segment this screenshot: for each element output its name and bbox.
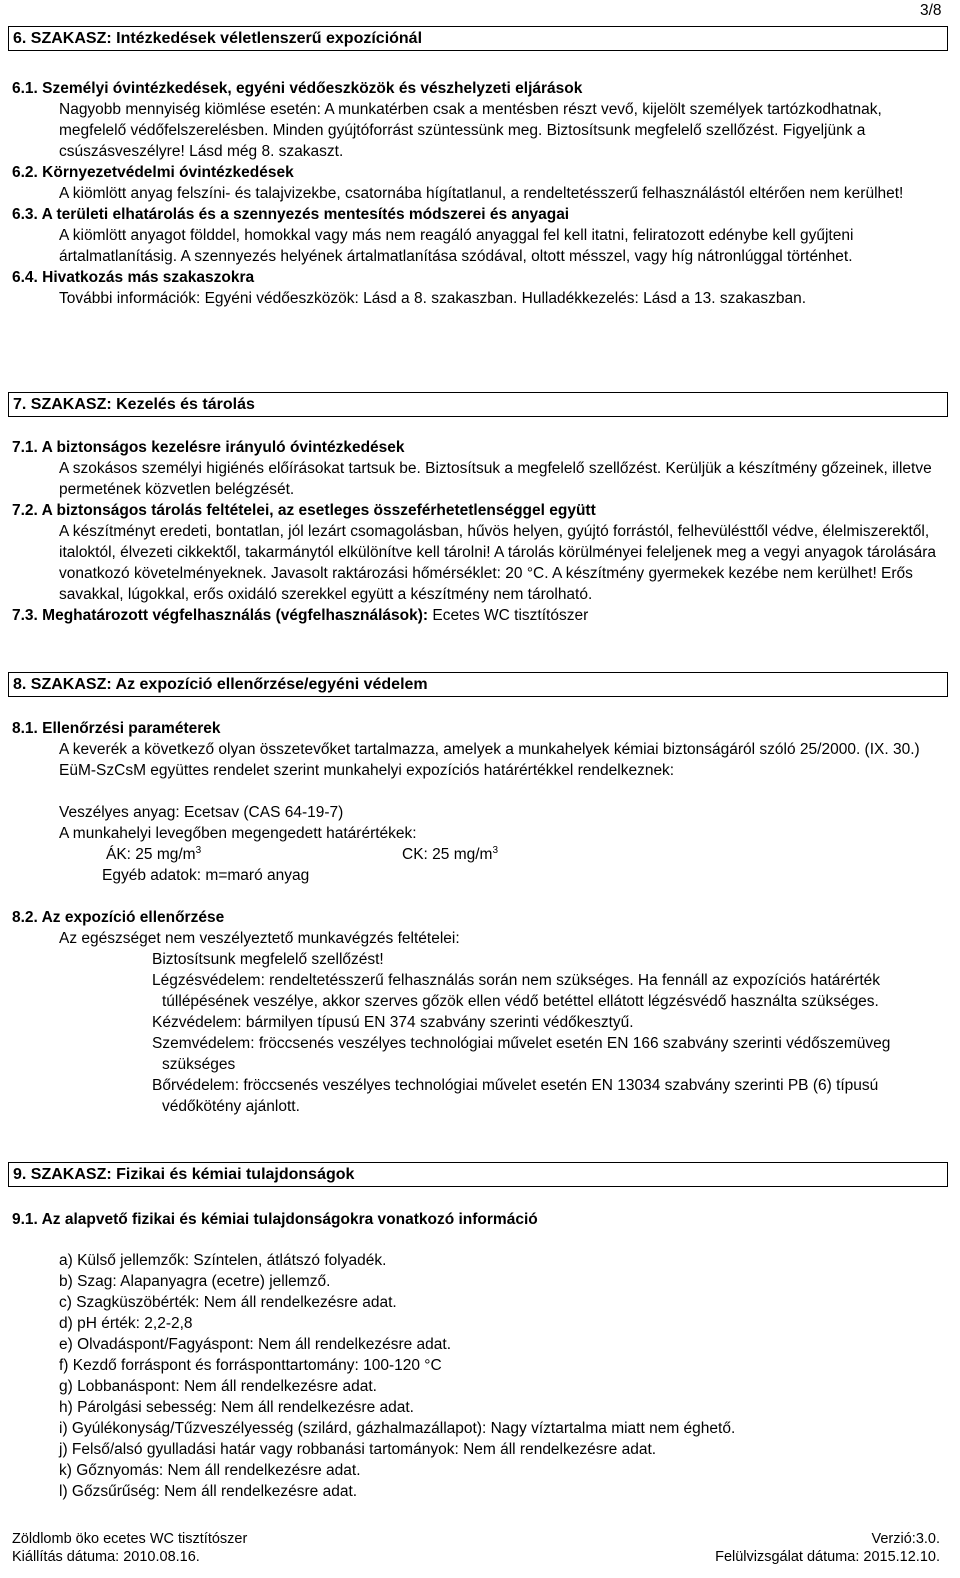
limits-row (12, 844, 942, 865)
s72-text: A készítményt eredeti, bontatlan, jól lezárt csomagolásban, hűvös helyen, gyújtó forrástól, felhevülésttől védve, élelmiszerektől, italoktól, élvezeti cikkektől, takarmánytól elkülönítve kell tárolni! A tárolás körülményei feleljenek meg a vegyi anyagok tárolására vonatkozó követelményeknek. Javasolt raktározási hőmérséklet: 20 °C. A készítmény gyermekek kezébe nem kerülhet! Erős savakkal, lúgokkal, erős oxidáló szerekkel együtt a készítmény nem tárolható. (59, 523, 937, 603)
s82-item-2: Légzésvédelem: rendeltetésszerű felhasználás során nem szükséges. Ha fennáll az expozíciós határérték túllépésének veszélye, akkor szerves gőzök ellen védő betéttel ellátott légzésvédő használta szükséges. (152, 972, 881, 1010)
section-7-header (8, 392, 948, 417)
section-6-header (8, 26, 948, 51)
footer-revised: Felülvizsgálat dátuma: 2015.12.10. (715, 1549, 940, 1565)
s91-title: 9.1. Az alapvető fizikai és kémiai tulajdonságokra vonatkozó információ (12, 1211, 538, 1228)
s61-text: Nagyobb mennyiség kiömlése esetén: A munkatérben csak a mentésben részt vevő, kijelölt személyek tartózkodhatnak, megfelelő védőfelszerelésben. Minden gyújtóforrást szüntessünk meg. Biztosítsunk megfelelő szellőzést. Figyeljünk a csúszásveszélyre! Lásd még 8. szakaszt. (59, 101, 882, 160)
s81-title: 8.1. Ellenőrzési paraméterek (12, 720, 221, 737)
section-9-header (8, 1162, 948, 1187)
section-6-title: 6. SZAKASZ: Intézkedések véletlenszerű expozíciónál (13, 30, 423, 47)
property-item: c) Szagküszöbérték: Nem áll rendelkezésre adat. (59, 1294, 397, 1311)
s64-title: 6.4. Hivatkozás más szakaszokra (12, 269, 255, 286)
s72-title: 7.2. A biztonságos tárolás feltételei, az esetleges összeférhetetlenséggel együtt (12, 502, 596, 519)
ak-limit: ÁK: 25 $mg/m^3$ (106, 844, 202, 863)
section-9-body (12, 1209, 942, 1502)
limits-intro: A munkahelyi levegőben megengedett határértékek: (59, 825, 417, 842)
s62-title: 6.2. Környezetvédelmi óvintézkedések (12, 164, 294, 181)
s61-title: 6.1. Személyi óvintézkedések, egyéni védőeszközök és vészhelyzeti eljárások (12, 80, 583, 97)
property-item: f) Kezdő forráspont és forrásponttartomány: 100-120 °C (59, 1357, 442, 1374)
s73-value: Ecetes WC tisztítószer (432, 607, 589, 624)
footer-product: Zöldlomb öko ecetes WC tisztítószer (12, 1531, 248, 1547)
property-item: k) Gőznyomás: Nem áll rendelkezésre adat. (59, 1462, 361, 1479)
s82-intro: Az egészséget nem veszélyeztető munkavégzés feltételei: (59, 930, 460, 947)
section-7-body (12, 437, 942, 626)
property-item: l) Gőzsűrűség: Nem áll rendelkezésre adat. (59, 1483, 358, 1500)
section-7-title: 7. SZAKASZ: Kezelés és tárolás (13, 396, 255, 413)
property-item: g) Lobbanáspont: Nem áll rendelkezésre adat. (59, 1378, 377, 1395)
s82-item-4: Szemvédelem: fröccsenés veszélyes technológiai művelet esetén EN 166 szabvány szerinti védőszemüveg szükséges (152, 1035, 891, 1073)
property-item: b) Szag: Alapanyagra (ecetre) jellemző. (59, 1273, 331, 1290)
property-item: h) Párolgási sebesség: Nem áll rendelkezésre adat. (59, 1399, 414, 1416)
property-item: d) pH érték: 2,2-2,8 (59, 1315, 193, 1332)
s82-item-5: Bőrvédelem: fröccsenés veszélyes technológiai művelet esetén EN 13034 szabvány szerinti PB (6) típusú védőkötény ajánlott. (152, 1077, 879, 1115)
section-8-title: 8. SZAKASZ: Az expozíció ellenőrzése/egyéni védelem (13, 676, 428, 693)
section-8-body (12, 718, 942, 1117)
s82-item-1: Biztosítsunk megfelelő szellőzést! (152, 951, 384, 968)
s73-line (12, 605, 942, 626)
s81-text: A keverék a következő olyan összetevőket tartalmazza, amelyek a munkahelyek kémiai biztonságáról szóló 25/2000. (IX. 30.) EüM-SzCsM együttes rendelet szerint munkahelyi expozíciós határértékkel rendelkeznek: (59, 741, 920, 779)
property-item: e) Olvadáspont/Fagyáspont: Nem áll rendelkezésre adat. (59, 1336, 452, 1353)
s82-title: 8.2. Az expozíció ellenőrzése (12, 909, 225, 926)
s71-title: 7.1. A biztonságos kezelésre irányuló óvintézkedések (12, 439, 405, 456)
property-item: j) Felső/alsó gyulladási határ vagy robbanási tartományok: Nem áll rendelkezésre adat. (59, 1441, 657, 1458)
property-item: i) Gyúlékonyság/Tűzveszélyesség (szilárd, gázhalmazállapot): Nagy víztartalma miatt nem éghető. (59, 1420, 736, 1437)
s64-text: További információk: Egyéni védőeszközök: Lásd a 8. szakaszban. Hulladékkezelés: Lásd a 13. szakaszban. (59, 290, 807, 307)
s73-title: 7.3. Meghatározott végfelhasználás (végfelhasználások): (12, 607, 429, 624)
properties-list (12, 1250, 942, 1502)
other-data: Egyéb adatok: m=maró anyag (102, 867, 310, 884)
section-6-body (12, 78, 942, 309)
s63-title: 6.3. A területi elhatárolás és a szennyezés mentesítés módszerei és anyagai (12, 206, 570, 223)
property-item: a) Külső jellemzők: Színtelen, átlátszó folyadék. (59, 1252, 387, 1269)
s62-text: A kiömlött anyag felszíni- és talajvizekbe, csatornába hígítatlanul, a rendeltetésszerű felhasználástól eltérően nem kerülhet! (59, 185, 904, 202)
ck-limit: CK: 25 $mg/m^3$ (402, 844, 499, 863)
page-number: 3/8 (920, 2, 942, 19)
footer-issued: Kiállítás dátuma: 2010.08.16. (12, 1549, 200, 1565)
section-8-header (8, 672, 948, 697)
section-9-title: 9. SZAKASZ: Fizikai és kémiai tulajdonságok (13, 1166, 355, 1183)
s63-text: A kiömlött anyagot földdel, homokkal vagy más nem reagáló anyaggal fel kell itatni, feliratozott edénybe kell gyűjteni ártalmatlanításig. A szennyezés helyének ártalmatlanítása szódával, oltott mésszel, vagy híg nátronlúggal történhet. (59, 227, 854, 265)
substance: Veszélyes anyag: Ecetsav (CAS 64-19-7) (59, 804, 344, 821)
footer-version: Verzió:3.0. (871, 1531, 940, 1547)
s82-item-3: Kézvédelem: bármilyen típusú EN 374 szabvány szerinti védőkesztyű. (152, 1014, 634, 1031)
footer (12, 1530, 940, 1566)
s71-text: A szokásos személyi higiénés előírásokat tartsuk be. Biztosítsuk a megfelelő szellőzést. Kerüljük a készítmény gőzeinek, illetve permetének közvetlen belégzését. (59, 460, 932, 498)
